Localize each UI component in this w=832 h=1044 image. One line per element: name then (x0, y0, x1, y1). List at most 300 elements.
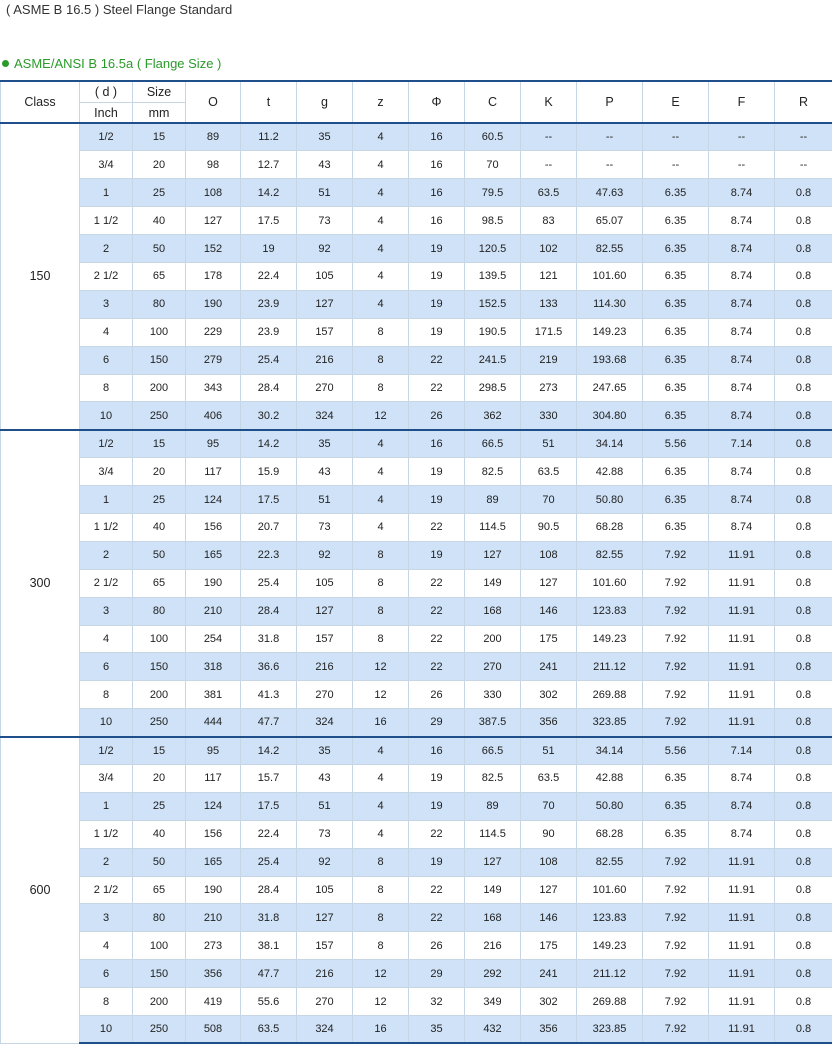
header-col: R (775, 81, 832, 123)
table-cell: -- (775, 151, 832, 179)
table-cell: 8.74 (709, 318, 775, 346)
table-cell: 0.8 (775, 737, 832, 765)
table-row (1, 932, 832, 960)
table-cell: 101.60 (577, 876, 643, 904)
table-cell: 11.91 (709, 569, 775, 597)
table-cell: 8 (353, 904, 409, 932)
table-cell: 356 (186, 960, 241, 988)
table-cell: 4 (353, 458, 409, 486)
table-cell: 50 (133, 848, 186, 876)
table-row (1, 625, 832, 653)
table-cell: 6 (80, 346, 133, 374)
table-cell: 12 (353, 681, 409, 709)
table-cell: 70 (521, 792, 577, 820)
bullet-dot-icon (2, 60, 9, 67)
table-cell: 190 (186, 876, 241, 904)
table-cell: 0.8 (775, 374, 832, 402)
table-cell: 8.74 (709, 513, 775, 541)
table-cell: 20 (133, 764, 186, 792)
table-row (1, 904, 832, 932)
table-cell: 292 (465, 960, 521, 988)
table-cell: 211.12 (577, 653, 643, 681)
table-cell: 16 (409, 430, 465, 458)
table-cell: 250 (133, 402, 186, 430)
table-cell: 10 (80, 1016, 133, 1044)
table-row (1, 597, 832, 625)
table-cell: 356 (521, 1016, 577, 1044)
table-cell: 7.92 (643, 932, 709, 960)
table-cell: 270 (297, 988, 353, 1016)
table-cell: 1/2 (80, 737, 133, 765)
header-d: ( d ) (80, 81, 133, 103)
table-cell: 22 (409, 513, 465, 541)
table-cell: 12 (353, 402, 409, 430)
table-cell: 8 (80, 988, 133, 1016)
table-cell: 146 (521, 597, 577, 625)
table-cell: 318 (186, 653, 241, 681)
table-cell: 219 (521, 346, 577, 374)
table-cell: 0.8 (775, 988, 832, 1016)
table-cell: 26 (409, 681, 465, 709)
table-cell: 1 1/2 (80, 820, 133, 848)
table-cell: 102 (521, 235, 577, 263)
table-cell: 22 (409, 653, 465, 681)
table-cell: 149 (465, 569, 521, 597)
table-cell: 8 (353, 848, 409, 876)
table-cell: 6.35 (643, 318, 709, 346)
table-cell: 7.92 (643, 681, 709, 709)
table-cell: 8.74 (709, 458, 775, 486)
table-cell: -- (709, 123, 775, 151)
table-cell: 2 1/2 (80, 262, 133, 290)
table-cell: 19 (409, 262, 465, 290)
table-cell: 149.23 (577, 318, 643, 346)
table-cell: 47.7 (241, 960, 297, 988)
table-cell: 19 (409, 486, 465, 514)
table-cell: 41.3 (241, 681, 297, 709)
table-cell: 29 (409, 960, 465, 988)
table-row (1, 458, 832, 486)
table-cell: 2 1/2 (80, 569, 133, 597)
table-row (1, 430, 832, 458)
header-col: g (297, 81, 353, 123)
table-cell: 22 (409, 374, 465, 402)
table-cell: 247.65 (577, 374, 643, 402)
table-cell: 8 (353, 374, 409, 402)
table-cell: 42.88 (577, 764, 643, 792)
table-cell: 323.85 (577, 709, 643, 737)
table-cell: 8.74 (709, 207, 775, 235)
table-cell: 1/2 (80, 430, 133, 458)
table-cell: 241.5 (465, 346, 521, 374)
table-cell: 0.8 (775, 764, 832, 792)
table-cell: 190 (186, 290, 241, 318)
table-cell: 165 (186, 541, 241, 569)
table-cell: 92 (297, 235, 353, 263)
table-cell: 4 (80, 932, 133, 960)
table-header (1, 81, 832, 123)
header-class: Class (1, 81, 80, 123)
table-row (1, 960, 832, 988)
table-cell: 8.74 (709, 235, 775, 263)
table-cell: 362 (465, 402, 521, 430)
table-cell: 47.7 (241, 709, 297, 737)
table-cell: 16 (409, 207, 465, 235)
header-col: K (521, 81, 577, 123)
table-cell: 16 (353, 1016, 409, 1044)
table-cell: 168 (465, 597, 521, 625)
table-cell: 114.5 (465, 820, 521, 848)
table-cell: 8 (353, 569, 409, 597)
table-cell: 10 (80, 402, 133, 430)
table-cell: 150 (133, 346, 186, 374)
table-cell: 7.92 (643, 904, 709, 932)
table-cell: 171.5 (521, 318, 577, 346)
table-cell: 108 (521, 541, 577, 569)
table-cell: 65.07 (577, 207, 643, 235)
table-cell: 3/4 (80, 764, 133, 792)
table-cell: 43 (297, 151, 353, 179)
table-row (1, 737, 832, 765)
table-cell: 419 (186, 988, 241, 1016)
table-cell: -- (577, 151, 643, 179)
table-cell: 323.85 (577, 1016, 643, 1044)
table-cell: 82.5 (465, 764, 521, 792)
table-cell: 8.74 (709, 346, 775, 374)
table-cell: 89 (186, 123, 241, 151)
page-title: ( ASME B 16.5 ) Steel Flange Standard (6, 2, 232, 17)
table-cell: 16 (409, 737, 465, 765)
class-group (1, 430, 832, 737)
table-row (1, 1016, 832, 1044)
table-cell: 149.23 (577, 932, 643, 960)
table-cell: 12 (353, 988, 409, 1016)
table-row (1, 988, 832, 1016)
table-cell: 25 (133, 486, 186, 514)
table-cell: 200 (133, 988, 186, 1016)
table-cell: 51 (521, 430, 577, 458)
table-cell: 35 (297, 737, 353, 765)
table-cell: 50 (133, 541, 186, 569)
table-cell: 2 (80, 235, 133, 263)
table-cell: 0.8 (775, 960, 832, 988)
table-cell: 216 (297, 346, 353, 374)
table-cell: 95 (186, 430, 241, 458)
table-cell: 63.5 (521, 764, 577, 792)
table-cell: 6.35 (643, 290, 709, 318)
table-cell: 14.2 (241, 737, 297, 765)
table-cell: 1 (80, 792, 133, 820)
table-cell: 105 (297, 876, 353, 904)
table-cell: 200 (133, 681, 186, 709)
table-cell: 6.35 (643, 262, 709, 290)
table-cell: 50 (133, 235, 186, 263)
table-cell: 68.28 (577, 820, 643, 848)
table-cell: 121 (521, 262, 577, 290)
table-cell: 3 (80, 597, 133, 625)
table-cell: 6.35 (643, 820, 709, 848)
table-cell: 51 (297, 486, 353, 514)
table-cell: 6.35 (643, 207, 709, 235)
table-cell: 0.8 (775, 848, 832, 876)
table-cell: 34.14 (577, 737, 643, 765)
table-cell: 79.5 (465, 179, 521, 207)
table-cell: 35 (409, 1016, 465, 1044)
table-cell: 127 (521, 876, 577, 904)
table-cell: 8.74 (709, 179, 775, 207)
class-cell: 150 (1, 123, 80, 430)
table-cell: 229 (186, 318, 241, 346)
table-cell: 11.91 (709, 876, 775, 904)
table-cell: 65 (133, 876, 186, 904)
table-cell: 70 (521, 486, 577, 514)
table-cell: 11.91 (709, 709, 775, 737)
table-cell: 90.5 (521, 513, 577, 541)
table-cell: 0.8 (775, 207, 832, 235)
table-cell: 23.9 (241, 290, 297, 318)
table-cell: 127 (186, 207, 241, 235)
table-cell: 3 (80, 904, 133, 932)
header-col: z (353, 81, 409, 123)
table-cell: 7.92 (643, 848, 709, 876)
table-cell: 22 (409, 346, 465, 374)
table-cell: 210 (186, 597, 241, 625)
table-cell: 30.2 (241, 402, 297, 430)
table-cell: 0.8 (775, 792, 832, 820)
table-cell: 12 (353, 653, 409, 681)
table-cell: 7.92 (643, 709, 709, 737)
table-cell: 60.5 (465, 123, 521, 151)
flange-size-table (0, 80, 832, 1044)
table-row (1, 235, 832, 263)
table-cell: 68.28 (577, 513, 643, 541)
table-cell: 8 (353, 625, 409, 653)
table-cell: 387.5 (465, 709, 521, 737)
table-cell: 98 (186, 151, 241, 179)
header-col: P (577, 81, 643, 123)
table-row (1, 262, 832, 290)
table-cell: 175 (521, 625, 577, 653)
table-cell: 381 (186, 681, 241, 709)
header-col: Φ (409, 81, 465, 123)
table-cell: 55.6 (241, 988, 297, 1016)
table-cell: 0.8 (775, 346, 832, 374)
table-cell: 36.6 (241, 653, 297, 681)
table-cell: 7.92 (643, 988, 709, 1016)
table-cell: 20 (133, 458, 186, 486)
table-cell: 100 (133, 932, 186, 960)
table-row (1, 207, 832, 235)
table-cell: 28.4 (241, 876, 297, 904)
table-row (1, 346, 832, 374)
table-cell: 90 (521, 820, 577, 848)
table-cell: 1 (80, 179, 133, 207)
class-cell: 600 (1, 737, 80, 1044)
table-cell: 152 (186, 235, 241, 263)
table-cell: 14.2 (241, 430, 297, 458)
table-cell: 124 (186, 792, 241, 820)
table-cell: 98.5 (465, 207, 521, 235)
table-cell: 4 (353, 123, 409, 151)
table-cell: 432 (465, 1016, 521, 1044)
table-cell: 3/4 (80, 458, 133, 486)
table-cell: 7.92 (643, 1016, 709, 1044)
table-row (1, 764, 832, 792)
table-cell: 12.7 (241, 151, 297, 179)
table-cell: 157 (297, 318, 353, 346)
table-cell: 0.8 (775, 290, 832, 318)
table-cell: 100 (133, 318, 186, 346)
table-cell: 273 (521, 374, 577, 402)
table-cell: 254 (186, 625, 241, 653)
table-cell: 11.91 (709, 653, 775, 681)
table-cell: 26 (409, 402, 465, 430)
table-cell: 6.35 (643, 374, 709, 402)
table-cell: 3 (80, 290, 133, 318)
table-cell: 127 (297, 904, 353, 932)
table-cell: 3/4 (80, 151, 133, 179)
table-cell: 92 (297, 848, 353, 876)
table-cell: 123.83 (577, 597, 643, 625)
table-cell: 0.8 (775, 402, 832, 430)
table-cell: 15 (133, 430, 186, 458)
table-cell: 4 (353, 430, 409, 458)
table-cell: 28.4 (241, 597, 297, 625)
table-cell: 11.91 (709, 932, 775, 960)
table-cell: 114.5 (465, 513, 521, 541)
table-cell: 22 (409, 820, 465, 848)
table-cell: 123.83 (577, 904, 643, 932)
table-cell: 82.55 (577, 235, 643, 263)
table-cell: 0.8 (775, 932, 832, 960)
table-cell: 7.92 (643, 876, 709, 904)
table-cell: 14.2 (241, 179, 297, 207)
table-cell: 35 (297, 123, 353, 151)
table-cell: 22 (409, 625, 465, 653)
table-row (1, 179, 832, 207)
table-cell: -- (521, 151, 577, 179)
table-cell: 10 (80, 709, 133, 737)
table-cell: 34.14 (577, 430, 643, 458)
table-cell: 11.91 (709, 681, 775, 709)
table-cell: 6.35 (643, 346, 709, 374)
table-cell: 31.8 (241, 625, 297, 653)
table-cell: 6.35 (643, 764, 709, 792)
table-cell: 117 (186, 458, 241, 486)
table-cell: 8 (353, 932, 409, 960)
table-cell: 124 (186, 486, 241, 514)
table-cell: 0.8 (775, 318, 832, 346)
table-cell: 80 (133, 597, 186, 625)
table-cell: 0.8 (775, 179, 832, 207)
table-cell: 168 (465, 904, 521, 932)
table-cell: 200 (465, 625, 521, 653)
table-row (1, 681, 832, 709)
section-title-text: ASME/ANSI B 16.5a ( Flange Size ) (14, 56, 221, 71)
table-cell: 4 (353, 737, 409, 765)
table-row (1, 653, 832, 681)
table-cell: 101.60 (577, 262, 643, 290)
class-group (1, 123, 832, 430)
table-cell: 5.56 (643, 737, 709, 765)
table-cell: 216 (465, 932, 521, 960)
table-cell: 1 1/2 (80, 207, 133, 235)
table-cell: 0.8 (775, 1016, 832, 1044)
table-cell: 51 (521, 737, 577, 765)
table-cell: 82.5 (465, 458, 521, 486)
table-cell: 149 (465, 876, 521, 904)
table-cell: 2 (80, 541, 133, 569)
header-size: Size (133, 81, 186, 103)
table-cell: 0.8 (775, 262, 832, 290)
table-cell: 211.12 (577, 960, 643, 988)
table-cell: 22.3 (241, 541, 297, 569)
table-cell: 4 (353, 764, 409, 792)
table-cell: 7.92 (643, 569, 709, 597)
table-cell: 63.5 (521, 179, 577, 207)
table-cell: 40 (133, 513, 186, 541)
table-cell: 269.88 (577, 988, 643, 1016)
table-row (1, 820, 832, 848)
table-cell: 117 (186, 764, 241, 792)
table-cell: 25.4 (241, 848, 297, 876)
table-cell: 4 (353, 235, 409, 263)
table-cell: 1 (80, 486, 133, 514)
table-row (1, 318, 832, 346)
table-cell: 152.5 (465, 290, 521, 318)
table-cell: 82.55 (577, 541, 643, 569)
table-cell: 19 (409, 848, 465, 876)
table-cell: 127 (465, 541, 521, 569)
table-row (1, 541, 832, 569)
table-cell: -- (643, 151, 709, 179)
table-cell: 8.74 (709, 820, 775, 848)
table-cell: 16 (409, 151, 465, 179)
table-cell: 11.91 (709, 541, 775, 569)
table-cell: 73 (297, 207, 353, 235)
table-cell: 15 (133, 123, 186, 151)
table-cell: 19 (409, 458, 465, 486)
table-cell: 31.8 (241, 904, 297, 932)
table-cell: 23.9 (241, 318, 297, 346)
table-cell: 8.74 (709, 374, 775, 402)
table-cell: 73 (297, 513, 353, 541)
table-cell: 190 (186, 569, 241, 597)
table-row (1, 486, 832, 514)
table-cell: 16 (409, 123, 465, 151)
table-cell: 4 (353, 290, 409, 318)
table-cell: 17.5 (241, 207, 297, 235)
table-cell: 11.91 (709, 904, 775, 932)
table-cell: 4 (353, 207, 409, 235)
table-cell: 40 (133, 820, 186, 848)
table-cell: 89 (465, 792, 521, 820)
header-col: O (186, 81, 241, 123)
table-cell: 150 (133, 960, 186, 988)
table-cell: 241 (521, 653, 577, 681)
table-cell: 165 (186, 848, 241, 876)
table-cell: 15 (133, 737, 186, 765)
table-cell: 324 (297, 1016, 353, 1044)
table-cell: 17.5 (241, 486, 297, 514)
table-cell: 0.8 (775, 486, 832, 514)
table-cell: 11.2 (241, 123, 297, 151)
table-cell: 330 (465, 681, 521, 709)
table-cell: 15.7 (241, 764, 297, 792)
table-cell: 11.91 (709, 988, 775, 1016)
table-row (1, 290, 832, 318)
table-cell: 43 (297, 458, 353, 486)
